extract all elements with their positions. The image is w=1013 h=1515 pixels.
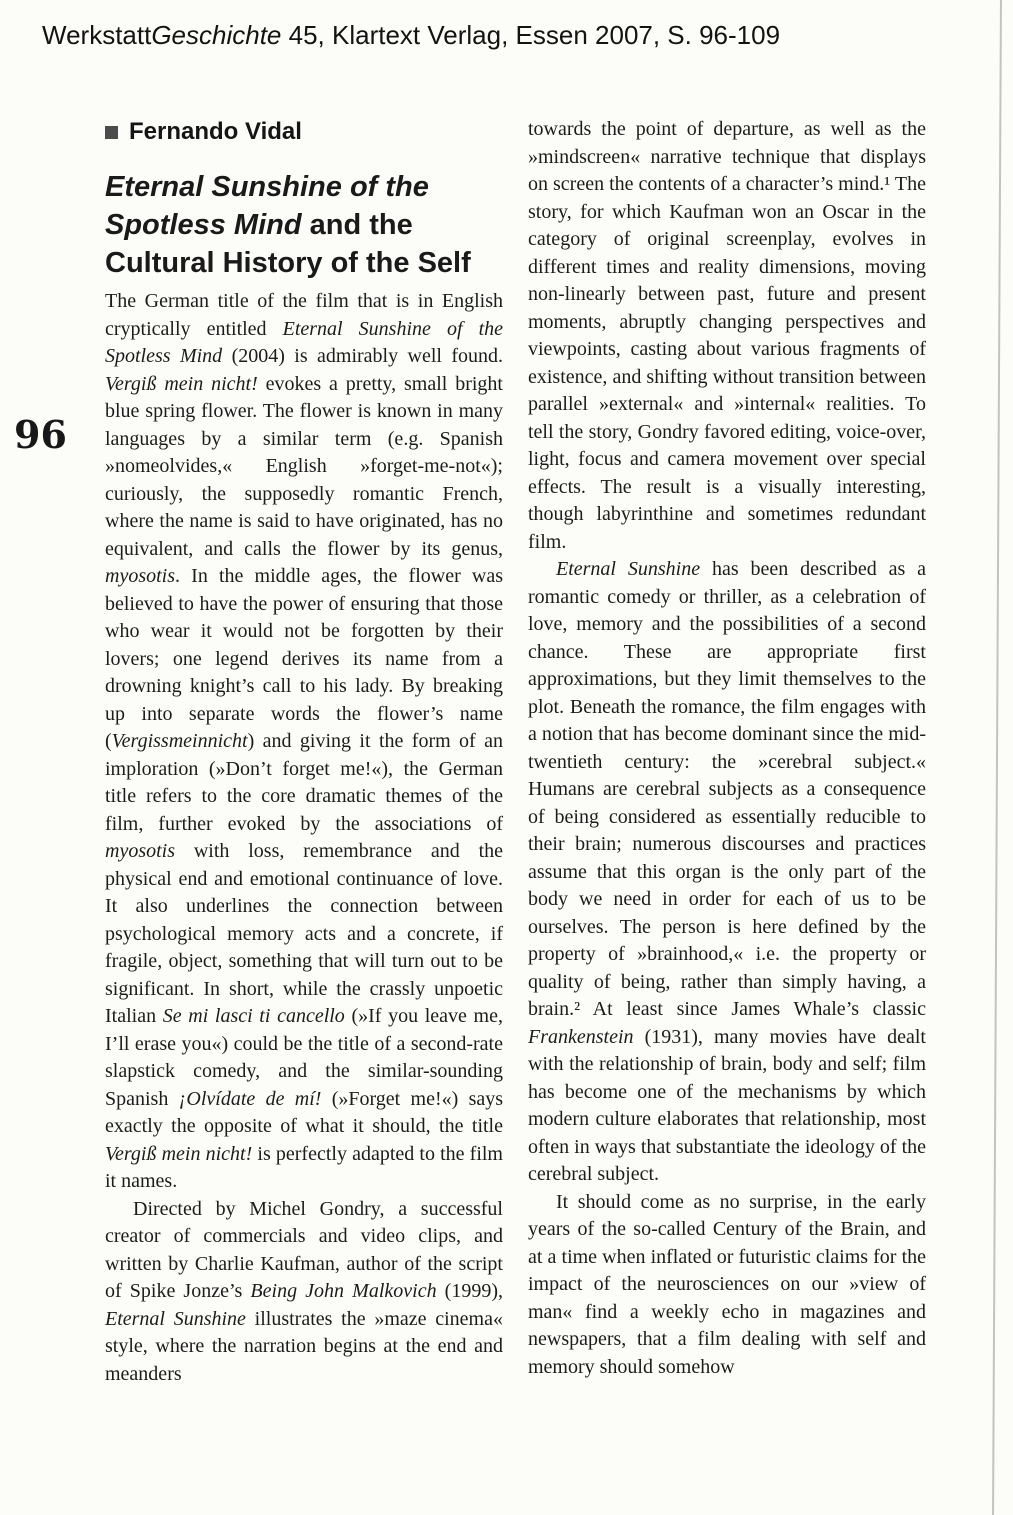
text-run: Directed by Michel Gondry, a successful creator of commercials and video clips, and written by Charlie Kaufman, author of the script of Spike Jonze’s	[105, 1197, 503, 1302]
text-run: and the	[301, 209, 413, 241]
text-run: ) and giving it the form of an imploration (»Don’t forget me!«), the German title refers to the core dramatic themes of the film, further evoked by the associations of	[105, 730, 503, 835]
text-run: Werkstatt	[42, 20, 152, 50]
paragraph	[105, 288, 503, 1196]
text-run: Se mi lasci ti cancello	[162, 1005, 345, 1027]
text-run: The German title of the film that is in English cryptically entitled	[105, 290, 503, 340]
text-run: 45, Klartext Verlag, Essen 2007, S. 96-109	[281, 20, 781, 50]
text-run: (1931), many movies have dealt with the relationship of brain, body and self; film has become one of the mechanisms by which modern culture elaborates that relationship, most often in ways that substantiate the ideology of the cerebral subject.	[528, 1025, 926, 1185]
text-run: is perfectly adapted to the film it names.	[105, 1142, 503, 1192]
text-run: illustrates the »maze cinema« style, where the narration begins at the end and meanders	[105, 1307, 503, 1385]
text-run: (»If you leave me, I’ll erase you«) could be the title of a second-rate slapstick comedy, and the similar-sounding Spanish	[105, 1005, 503, 1110]
page-number: 96	[14, 412, 67, 457]
paragraph	[528, 116, 926, 556]
paragraph	[528, 556, 926, 1189]
text-run: Being John Malkovich	[250, 1280, 437, 1302]
text-run: myosotis	[105, 840, 175, 862]
text-run: Eternal Sunshine of the Spotless Mind	[105, 317, 504, 367]
square-bullet-icon	[105, 126, 118, 139]
column-right	[528, 116, 926, 1381]
text-run: with loss, remembrance and the physical end and emotional continuance of love. It also underlines the connection between psychological memory acts and a concrete, if fragile, object, something that will turn out to be significant. In short, while the crassly unpoetic Italian	[105, 840, 503, 1027]
text-run: Eternal Sunshine	[105, 1307, 246, 1330]
page-edge-scan-artifact-line	[992, 0, 1001, 1515]
text-run: ¡Olvídate de mí!	[178, 1087, 322, 1110]
text-run: Vergiß mein nicht!	[105, 1142, 253, 1165]
text-run: evokes a pretty, small bright blue spring flower. The flower is known in many languages by a similar term (e.g. Spanish »nomeolvides,« English »forget-me-not«); curiously, the supposedly romantic French, where the name is said to have originated, has no equivalent, and calls the flower by its genus,	[105, 372, 503, 560]
title-line	[105, 168, 535, 206]
author-name: Fernando Vidal	[129, 118, 302, 145]
title-line	[105, 206, 535, 244]
text-run: (2004) is admirably well found.	[222, 345, 503, 367]
text-run: Cultural History of the Self	[105, 247, 471, 279]
paragraph	[105, 1196, 503, 1389]
column-left	[105, 288, 503, 1388]
text-run: towards the point of departure, as well as the »mindscreen« narrative technique that displays on screen the contents of a character’s mind.¹ The story, for which Kaufman won an Oscar in the category of original screenplay, evolves in different times and reality dimensions, moving non-linearly between past, future and present moments, abruptly changing perspectives and viewpoints, casting about various fragments of existence, and shifting without transition between parallel »external« and »internal« realities. To tell the story, Gondry favored editing, voice-over, light, focus and camera movement over special effects. The result is a visually interesting, though labyrinthine and sometimes redundant film.	[528, 118, 926, 553]
text-run: Frankenstein	[528, 1025, 634, 1048]
text-run: . In the middle ages, the flower was believed to have the power of ensuring that those who wear it would not be forgotten by their lovers; one legend derives its name from a drowning knight’s call to his lady. By breaking up into separate words the flower’s name (	[105, 565, 503, 752]
title-line	[105, 244, 535, 282]
text-run: Geschichte	[151, 20, 282, 50]
author-line	[105, 118, 302, 146]
text-run: Vergissmeinnicht	[111, 730, 248, 752]
text-run: Vergiß mein nicht!	[105, 372, 258, 395]
text-run: myosotis	[105, 565, 175, 587]
text-run: Spotless Mind	[105, 209, 302, 241]
text-run: Eternal Sunshine	[556, 558, 701, 580]
journal-citation	[42, 20, 780, 51]
text-run: (»Forget me!«) says exactly the opposite of what it should, the title	[105, 1087, 504, 1137]
text-run: Eternal Sunshine of the	[105, 171, 429, 203]
text-run: It should come as no surprise, in the early years of the so-called Century of the Brain, and at a time when inflated or futuristic claims for the impact of the neurosciences on our »view of man« find a weekly echo in magazines and newspapers, that a film dealing with self and memory should somehow	[528, 1190, 926, 1378]
text-run: has been described as a romantic comedy or thriller, as a celebration of love, memory and the possibilities of a second chance. These are appropriate first approximations, but they limit themselves to the plot. Beneath the romance, the film engages with a notion that has become dominant since the mid-twentieth century: the »cerebral subject.« Humans are cerebral subjects as a consequence of being considered as essentially reducible to their brain; numerous discourses and practices assume that this organ is the only part of the body we need in order for each of us to be ourselves. The person is here defined by the property of »brainhood,« i.e. the property or quality of being, rather than simply having, a brain.² At least since James Whale’s classic	[528, 558, 926, 1020]
paragraph	[528, 1189, 926, 1382]
article-title	[105, 168, 535, 282]
text-run: (1999),	[436, 1280, 504, 1302]
